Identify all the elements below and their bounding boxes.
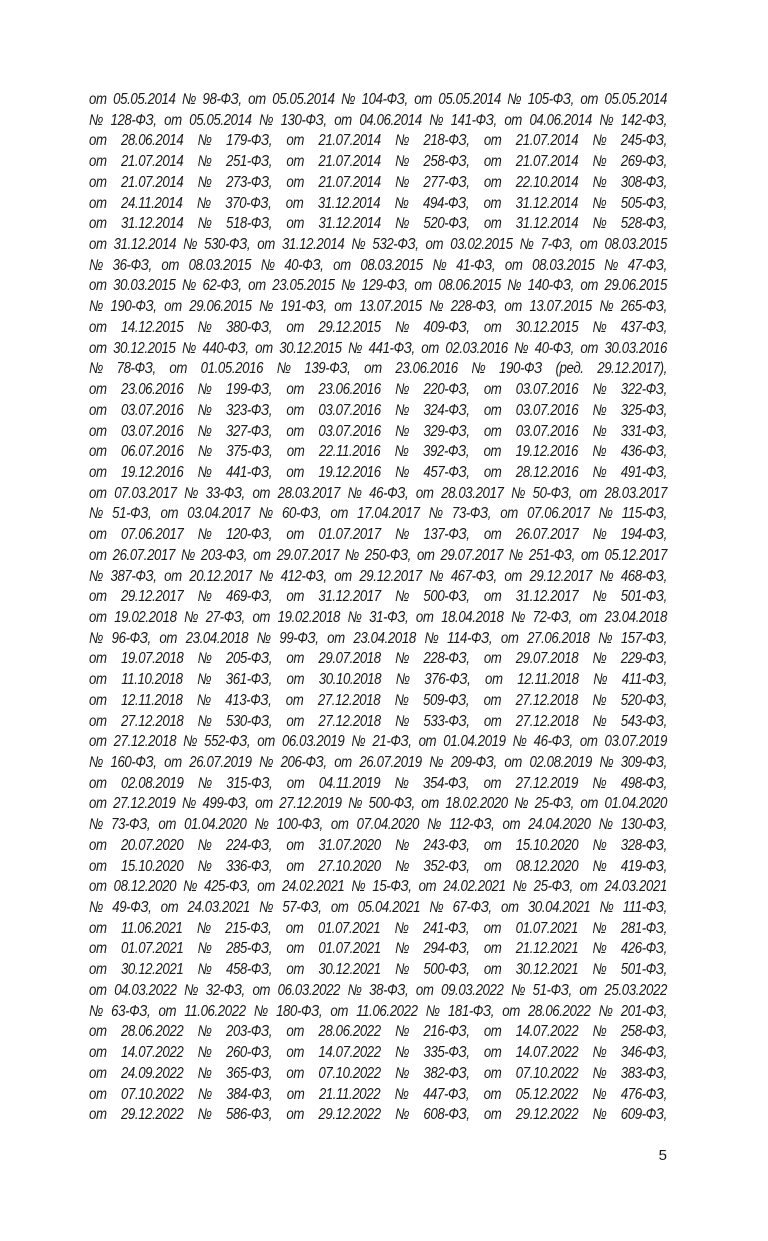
text-line: от 14.12.2015 № 380-ФЗ, от 29.12.2015 № 409-ФЗ, от 30.12.2015 № 437-ФЗ, [89, 318, 667, 336]
text-line: от 19.02.2018 № 27-ФЗ, от 19.02.2018 № 31-ФЗ, от 18.04.2018 № 72-ФЗ, от 23.04.2018 [89, 608, 667, 626]
text-line: от 12.11.2018 № 413-ФЗ, от 27.12.2018 № 509-ФЗ, от 27.12.2018 № 520-ФЗ, [89, 691, 667, 709]
text-line: от 24.11.2014 № 370-ФЗ, от 31.12.2014 № 494-ФЗ, от 31.12.2014 № 505-ФЗ, [89, 194, 667, 212]
text-line: от 30.12.2015 № 440-ФЗ, от 30.12.2015 № 441-ФЗ, от 02.03.2016 № 40-ФЗ, от 30.03.2016 [89, 339, 667, 357]
text-line: от 07.10.2022 № 384-ФЗ, от 21.11.2022 № 447-ФЗ, от 05.12.2022 № 476-ФЗ, [89, 1085, 667, 1103]
text-line: от 30.12.2021 № 458-ФЗ, от 30.12.2021 № 500-ФЗ, от 30.12.2021 № 501-ФЗ, [89, 961, 667, 979]
text-line: от 28.06.2014 № 179-ФЗ, от 21.07.2014 № 218-ФЗ, от 21.07.2014 № 245-ФЗ, [89, 132, 667, 150]
text-line: от 27.12.2018 № 552-ФЗ, от 06.03.2019 № 21-ФЗ, от 01.04.2019 № 46-ФЗ, от 03.07.2019 [89, 733, 667, 751]
text-line: № 160-ФЗ, от 26.07.2019 № 206-ФЗ, от 26.07.2019 № 209-ФЗ, от 02.08.2019 № 309-ФЗ, [89, 754, 667, 771]
text-line: от 07.06.2017 № 120-ФЗ, от 01.07.2017 № 137-ФЗ, от 26.07.2017 № 194-ФЗ, [89, 526, 667, 544]
text-line: от 20.07.2020 № 224-ФЗ, от 31.07.2020 № 243-ФЗ, от 15.10.2020 № 328-ФЗ, [89, 836, 667, 854]
text-line: от 08.12.2020 № 425-ФЗ, от 24.02.2021 № 15-ФЗ, от 24.02.2021 № 25-ФЗ, от 24.03.2021 [89, 878, 667, 896]
text-line: от 28.06.2022 № 203-ФЗ, от 28.06.2022 № 216-ФЗ, от 14.07.2022 № 258-ФЗ, [89, 1023, 667, 1041]
text-line: от 29.12.2022 № 586-ФЗ, от 29.12.2022 № 608-ФЗ, от 29.12.2022 № 609-ФЗ, [89, 1106, 667, 1124]
text-line: от 26.07.2017 № 203-ФЗ, от 29.07.2017 № 250-ФЗ, от 29.07.2017 № 251-ФЗ, от 05.12.2017 [89, 546, 667, 564]
text-line: от 19.07.2018 № 205-ФЗ, от 29.07.2018 № 228-ФЗ, от 29.07.2018 № 229-ФЗ, [89, 650, 667, 668]
text-line: от 27.12.2018 № 530-ФЗ, от 27.12.2018 № 533-ФЗ, от 27.12.2018 № 543-ФЗ, [89, 712, 667, 730]
text-line: от 14.07.2022 № 260-ФЗ, от 14.07.2022 № 335-ФЗ, от 14.07.2022 № 346-ФЗ, [89, 1044, 667, 1062]
text-line: от 11.10.2018 № 361-ФЗ, от 30.10.2018 № 376-ФЗ, от 12.11.2018 № 411-ФЗ, [89, 671, 667, 689]
text-line: от 24.09.2022 № 365-ФЗ, от 07.10.2022 № 382-ФЗ, от 07.10.2022 № 383-ФЗ, [89, 1064, 667, 1082]
text-line: № 96-ФЗ, от 23.04.2018 № 99-ФЗ, от 23.04.2018 № 114-ФЗ, от 27.06.2018 № 157-ФЗ, [89, 629, 667, 647]
text-line: от 29.12.2017 № 469-ФЗ, от 31.12.2017 № 500-ФЗ, от 31.12.2017 № 501-ФЗ, [89, 588, 667, 606]
text-line: от 07.03.2017 № 33-ФЗ, от 28.03.2017 № 46-ФЗ, от 28.03.2017 № 50-ФЗ, от 28.03.2017 [89, 484, 667, 502]
text-line: от 21.07.2014 № 251-ФЗ, от 21.07.2014 № 258-ФЗ, от 21.07.2014 № 269-ФЗ, [89, 153, 667, 171]
text-line: от 21.07.2014 № 273-ФЗ, от 21.07.2014 № 277-ФЗ, от 22.10.2014 № 308-ФЗ, [89, 173, 667, 191]
text-line: от 03.07.2016 № 323-ФЗ, от 03.07.2016 № 324-ФЗ, от 03.07.2016 № 325-ФЗ, [89, 401, 667, 419]
text-line: № 78-ФЗ, от 01.05.2016 № 139-ФЗ, от 23.06.2016 № 190-ФЗ (ред. 29.12.2017), [89, 360, 667, 378]
text-line: от 05.05.2014 № 98-ФЗ, от 05.05.2014 № 104-ФЗ, от 05.05.2014 № 105-ФЗ, от 05.05.2014 [89, 91, 667, 108]
text-line: № 190-ФЗ, от 29.06.2015 № 191-ФЗ, от 13.07.2015 № 228-ФЗ, от 13.07.2015 № 265-ФЗ, [89, 298, 667, 316]
text-line: от 04.03.2022 № 32-ФЗ, от 06.03.2022 № 38-ФЗ, от 09.03.2022 № 51-ФЗ, от 25.03.2022 [89, 981, 667, 999]
text-line: от 03.07.2016 № 327-ФЗ, от 03.07.2016 № 329-ФЗ, от 03.07.2016 № 331-ФЗ, [89, 422, 667, 440]
text-line: № 49-ФЗ, от 24.03.2021 № 57-ФЗ, от 05.04.2021 № 67-ФЗ, от 30.04.2021 № 111-ФЗ, [89, 899, 667, 917]
amendments-list [89, 90, 667, 1126]
text-line: от 30.03.2015 № 62-ФЗ, от 23.05.2015 № 129-ФЗ, от 08.06.2015 № 140-ФЗ, от 29.06.2015 [89, 277, 667, 295]
text-line: от 11.06.2021 № 215-ФЗ, от 01.07.2021 № 241-ФЗ, от 01.07.2021 № 281-ФЗ, [89, 919, 667, 937]
text-line: № 73-ФЗ, от 01.04.2020 № 100-ФЗ, от 07.04.2020 № 112-ФЗ, от 24.04.2020 № 130-ФЗ, [89, 816, 667, 834]
text-line: от 23.06.2016 № 199-ФЗ, от 23.06.2016 № 220-ФЗ, от 03.07.2016 № 322-ФЗ, [89, 381, 667, 399]
text-line: от 31.12.2014 № 530-ФЗ, от 31.12.2014 № 532-ФЗ, от 03.02.2015 № 7-ФЗ, от 08.03.2015 [89, 236, 667, 254]
text-line: от 15.10.2020 № 336-ФЗ, от 27.10.2020 № 352-ФЗ, от 08.12.2020 № 419-ФЗ, [89, 857, 667, 875]
text-line: от 06.07.2016 № 375-ФЗ, от 22.11.2016 № 392-ФЗ, от 19.12.2016 № 436-ФЗ, [89, 443, 667, 461]
text-line: от 02.08.2019 № 315-ФЗ, от 04.11.2019 № 354-ФЗ, от 27.12.2019 № 498-ФЗ, [89, 774, 667, 792]
text-line: № 36-ФЗ, от 08.03.2015 № 40-ФЗ, от 08.03.2015 № 41-ФЗ, от 08.03.2015 № 47-ФЗ, [89, 256, 667, 274]
text-line: № 128-ФЗ, от 05.05.2014 № 130-ФЗ, от 04.06.2014 № 141-ФЗ, от 04.06.2014 № 142-ФЗ, [89, 111, 667, 129]
text-line: от 19.12.2016 № 441-ФЗ, от 19.12.2016 № 457-ФЗ, от 28.12.2016 № 491-ФЗ, [89, 463, 667, 481]
text-line: № 63-ФЗ, от 11.06.2022 № 180-ФЗ, от 11.06.2022 № 181-ФЗ, от 28.06.2022 № 201-ФЗ, [89, 1002, 667, 1020]
text-line: от 27.12.2019 № 499-ФЗ, от 27.12.2019 № 500-ФЗ, от 18.02.2020 № 25-ФЗ, от 01.04.2020 [89, 795, 667, 813]
text-line: № 51-ФЗ, от 03.04.2017 № 60-ФЗ, от 17.04.2017 № 73-ФЗ, от 07.06.2017 № 115-ФЗ, [89, 505, 667, 523]
page-number: 5 [658, 1147, 667, 1164]
text-line: от 31.12.2014 № 518-ФЗ, от 31.12.2014 № 520-ФЗ, от 31.12.2014 № 528-ФЗ, [89, 215, 667, 233]
text-line: от 01.07.2021 № 285-ФЗ, от 01.07.2021 № 294-ФЗ, от 21.12.2021 № 426-ФЗ, [89, 940, 667, 958]
text-line: № 387-ФЗ, от 20.12.2017 № 412-ФЗ, от 29.12.2017 № 467-ФЗ, от 29.12.2017 № 468-ФЗ, [89, 567, 667, 585]
